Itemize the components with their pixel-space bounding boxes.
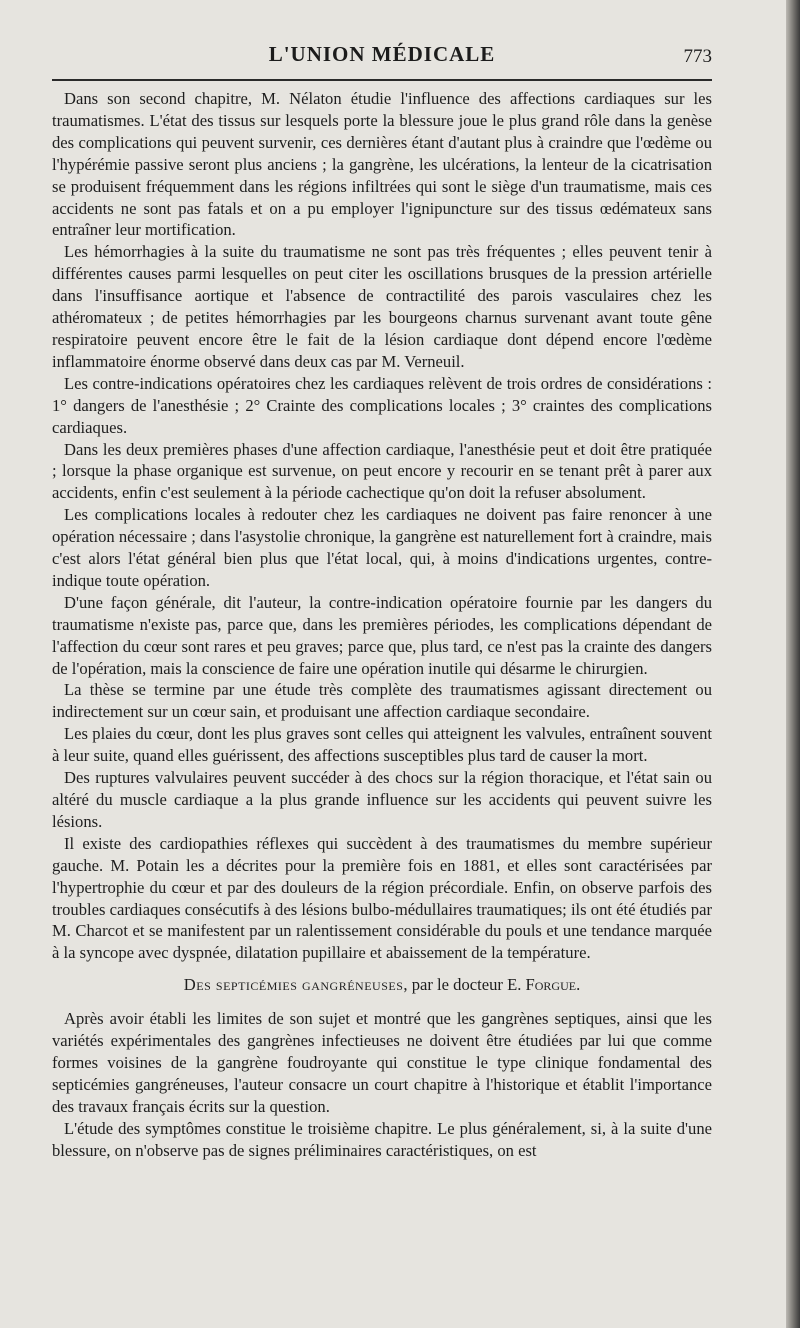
section-author: E. Forgue <box>507 975 577 995</box>
paragraph: Dans les deux premières phases d'une affection cardiaque, l'anesthésie peut et doit être pratiquée ; lorsque la phase organique est survenue, on peut encore y recourir en se tenant prêt à parer aux accidents, enfin c'est seulement à la période cachectique qu'on doit la refuser absolument. <box>52 439 712 503</box>
page-edge-shadow <box>786 0 800 1328</box>
page-header <box>52 40 712 74</box>
paragraph: Les hémorrhagies à la suite du traumatisme ne sont pas très fréquentes ; elles peuvent tenir à différentes causes parmi lesquelles on peut citer les oscillations brusques de la pression artérielle dans l'insuffisance aortique et l'absence de contractilité des parois vasculaires chez les athéromateux ; de petites hémorrhagies par les bourgeons charnus survenant avant toute gêne respiratoire peuvent encore être le fait de la lésion cardiaque dont dépend encore l'œdème inflammatoire énorme observé dans deux cas par M. Verneuil. <box>52 242 712 371</box>
paragraph: La thèse se termine par une étude très complète des traumatismes agissant directement ou indirectement sur un cœur sain, et produisant une affection cardiaque secondaire. <box>52 680 712 722</box>
running-title: L'UNION MÉDICALE <box>268 42 496 66</box>
paragraph: Les plaies du cœur, dont les plus graves sont celles qui atteignent les valvules, entraînent souvent à leur suite, quand elles guérissent, des affections susceptibles plus tard de causer la mort. <box>52 724 712 766</box>
header-rule <box>52 79 712 81</box>
section-byline: , par le docteur <box>403 975 508 995</box>
section-title: Des septicémies gangréneuses <box>183 975 404 995</box>
paragraph: Dans son second chapitre, M. Nélaton étudie l'influence des affections cardiaques sur les traumatismes. L'état des tissus sur lesquels porte la blessure joue le plus grand rôle dans la genèse des complications qui peuvent survenir, ces dernières étant d'autant plus à craindre que l'œdème ou l'hypérémie passive seront plus anciens ; la gangrène, les ulcérations, la lenteur de la cicatrisation se produisent fréquemment dans les régions infiltrées qui sont le siège d'un traumatisme, mais ces accidents ne sont pas fatals et on a pu employer l'ignipuncture sur des tissus œdémateux sans entraîner leur mortification. <box>52 89 712 240</box>
paragraph: D'une façon générale, dit l'auteur, la contre-indication opératoire fournie par les dangers du traumatisme n'existe pas, parce que, dans les premières périodes, les complications dépendant de l'affection du cœur sont rares et peu graves; parce que, plus tard, ce n'est pas la crainte des dangers de l'opération, mais la conscience de faire une opération inutile qui désarme le chirurgien. <box>52 592 712 678</box>
paragraph: Les contre-indications opératoires chez les cardiaques relèvent de trois ordres de considérations : 1° dangers de l'anesthésie ; 2° Crainte des complications locales ; 3° craintes des complications cardiaques. <box>52 373 712 437</box>
paragraph: L'étude des symptômes constitue le troisième chapitre. Le plus généralement, si, à la suite d'une blessure, on n'observe pas de signes préliminaires caractéristiques, on est <box>52 1118 712 1160</box>
paragraph: Des ruptures valvulaires peuvent succéder à des chocs sur la région thoracique, et l'état sain ou altéré du muscle cardiaque a la plus grande influence sur les accidents qui peuvent suivre les lésions. <box>52 768 712 831</box>
paragraph: Il existe des cardiopathies réflexes qui succèdent à des traumatismes du membre supérieur gauche. M. Potain les a décrites pour la première fois en 1881, et elles sont caractérisées par l'hypertrophie du cœur et par des douleurs de la région précordiale. Enfin, on observe parfois des troubles cardiaques consécutifs à des lésions bulbo-médullaires traumatiques; ils ont été étudiés par M. Charcot et se manifestent par un ralentissement considérable du pouls et une tendance marquée à la syncope avec dyspnée, dilatation pupillaire et abaissement de la température. <box>52 833 712 963</box>
section-heading <box>52 974 712 996</box>
section-end: . <box>576 975 581 995</box>
body-text <box>52 88 712 1162</box>
page-number: 773 <box>683 46 712 67</box>
paragraph: Après avoir établi les limites de son sujet et montré que les gangrènes septiques, ainsi que les variétés expérimentales des gangrènes infectieuses ne doivent être étudiées par lui que comme formes voisines de la gangrène foudroyante qui constitue le type clinique fondamental des septicémies gangréneuses, l'auteur consacre un court chapitre à l'historique et établit l'importance des travaux français écrits sur la question. <box>52 1009 712 1116</box>
paragraph: Les complications locales à redouter chez les cardiaques ne doivent pas faire renoncer à une opération nécessaire ; dans l'asystolie chronique, la gangrène est naturellement fort à craindre, mais c'est alors l'état général bien plus que l'état local, qui, à moins d'indications urgentes, contre-indique toute opération. <box>52 505 712 590</box>
